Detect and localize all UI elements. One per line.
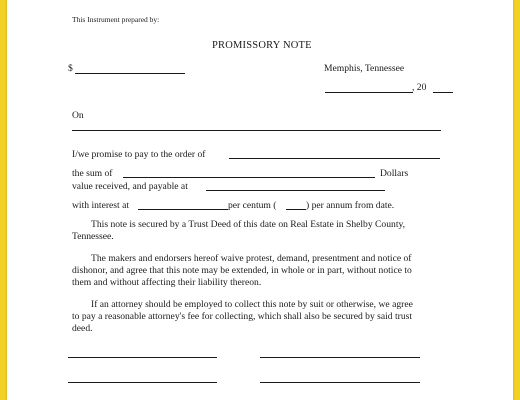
per-annum-text: ) per annum from date. — [306, 200, 395, 211]
sum-label: the sum of — [72, 168, 113, 179]
signature-line-left-1 — [68, 357, 217, 358]
on-label: On — [72, 110, 84, 121]
prepared-by-label: This Instrument prepared by: — [72, 15, 160, 24]
dollars-label: Dollars — [380, 168, 409, 179]
signature-line-left-2 — [68, 382, 217, 383]
on-date-line — [72, 130, 441, 131]
makers-paragraph-line-3: them and without affecting their liability thereon. — [72, 277, 262, 288]
date-line — [325, 92, 413, 93]
value-received-text: value received, and payable at — [72, 181, 188, 192]
makers-paragraph-line-1: The makers and endorsers hereof waive protest, demand, presentment and notice of — [91, 253, 412, 264]
secured-paragraph-line-2: Tennessee. — [72, 231, 114, 242]
interest-label: with interest at — [72, 200, 130, 211]
payable-at-line — [206, 190, 385, 191]
year-line — [433, 92, 453, 93]
signature-line-right-2 — [260, 382, 420, 383]
per-centum-written-line — [286, 209, 306, 210]
signature-line-right-1 — [260, 357, 420, 358]
attorney-paragraph-line-2: to pay a reasonable attorney's fee for collecting, which shall also be secured by said trust — [72, 311, 413, 322]
dollar-sign: $ — [68, 63, 73, 74]
promise-text: I/we promise to pay to the order of — [72, 149, 206, 160]
per-centum-text: per centum ( — [228, 200, 277, 211]
sum-line — [123, 177, 375, 178]
amount-line — [75, 73, 185, 74]
year-prefix: , 20 — [412, 82, 427, 93]
secured-paragraph-line-1: This note is secured by a Trust Deed of this date on Real Estate in Shelby County, — [91, 219, 406, 230]
attorney-paragraph-line-3: deed. — [72, 323, 93, 334]
document-title: PROMISSORY NOTE — [212, 40, 312, 51]
payee-line — [229, 158, 440, 159]
city-label: Memphis, Tennessee — [324, 63, 405, 74]
interest-rate-line — [138, 209, 228, 210]
document-page — [7, 0, 513, 400]
makers-paragraph-line-2: dishonor, and agree that this note may be extended, in whole or in part, without notice to — [72, 265, 412, 276]
attorney-paragraph-line-1: If an attorney should be employed to collect this note by suit or otherwise, we agree — [91, 299, 413, 310]
